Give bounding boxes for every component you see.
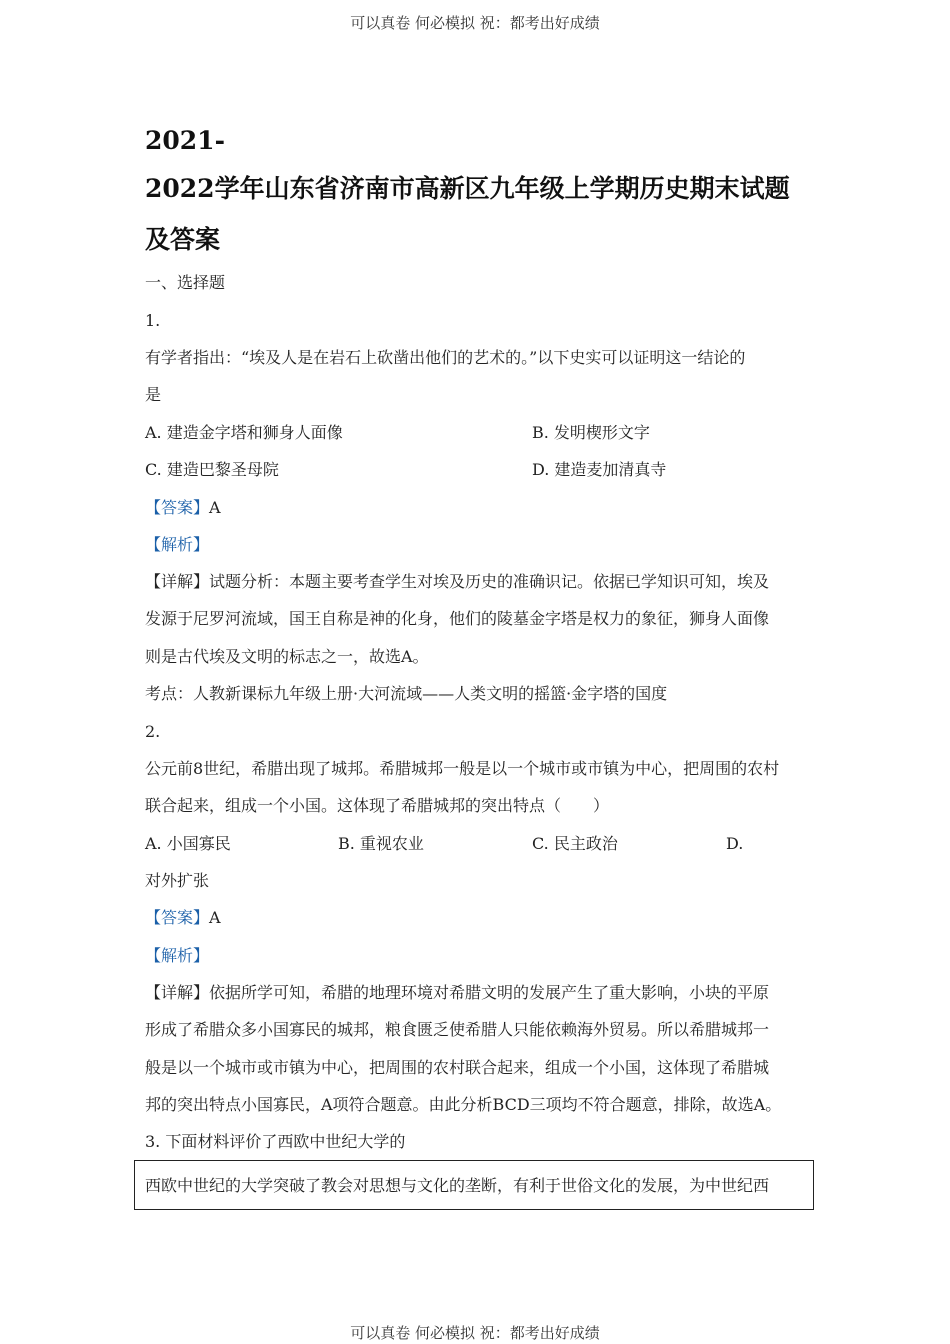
q2-detail-line-2: 形成了希腊众多小国寡民的城邦，粮食匮乏使希腊人只能依赖海外贸易。所以希腊城邦一 [145,1020,770,1039]
q2-detail-line-1 [145,985,769,1001]
document-title-line-1: 2021- [145,126,225,155]
q2-stem-line-2: 联合起来，组成一个小国。这体现了希腊城邦的突出特点（ ） [145,796,610,815]
q1-number: 1. [145,311,161,330]
q1-kaodian: 考点：人教新课标九年级上册·大河流域——人类文明的摇篮·金字塔的国度 [145,684,668,703]
q2-analysis-tag [145,948,209,964]
q1-stem-line-2: 是 [145,385,162,404]
q2-answer-tag: 【答案】 [145,908,210,927]
q2-stem-line-1: 公元前8世纪，希腊出现了城邦。希腊城邦一般是以一个城市或市镇为中心，把周围的农村 [145,759,780,778]
q2-detail-line-3: 般是以一个城市或市镇为中心，把周围的农村联合起来，组成一个小国，这体现了希腊城 [145,1058,770,1077]
q1-detail-text-1: 试题分析：本题主要考查学生对埃及历史的准确识记。依据已学知识可知，埃及 [209,572,770,591]
q1-option-c: C. 建造巴黎圣母院 [145,460,279,479]
q3-material-text: 西欧中世纪的大学突破了教会对思想与文化的垄断，有利于世俗文化的发展，为中世纪西 [145,1176,770,1195]
q1-analysis-tag [145,537,209,553]
q2-answer [145,910,221,926]
q1-option-a: A. 建造金字塔和狮身人面像 [145,423,343,442]
q2-option-d: D. [726,834,744,853]
q2-option-a: A. 小国寡民 [145,834,231,853]
page-header: 可以真卷 何必模拟 祝：都考出好成绩 [350,14,600,32]
section-heading: 一、选择题 [145,273,226,292]
q1-detail-line-1 [145,574,769,590]
q1-option-d: D. 建造麦加清真寺 [532,460,667,479]
document-title-line-3: 及答案 [145,225,221,254]
q1-detail-tag: 【详解】 [145,572,210,591]
page-footer: 可以真卷 何必模拟 祝：都考出好成绩 [350,1324,600,1342]
q1-detail-line-2: 发源于尼罗河流域，国王自称是神的化身，他们的陵墓金字塔是权力的象征，狮身人面像 [145,609,770,628]
q1-detail-line-3: 则是古代埃及文明的标志之一，故选A。 [145,647,429,666]
q1-answer-tag: 【答案】 [145,498,210,517]
q3-material-box [134,1160,814,1210]
q3-stem: 3. 下面材料评价了西欧中世纪大学的 [145,1132,406,1151]
q2-option-b: B. 重视农业 [338,834,424,853]
q2-analysis-label: 【解析】 [145,946,210,965]
q1-answer-value: A [209,498,221,517]
q2-detail-line-4: 邦的突出特点小国寡民，A项符合题意。由此分析BCD三项均不符合题意，排除，故选A。 [145,1095,782,1114]
q2-option-d-text: 对外扩张 [145,871,210,890]
q2-detail-tag: 【详解】 [145,983,210,1002]
q1-option-b: B. 发明楔形文字 [532,423,650,442]
document-title-line-2: 2022学年山东省济南市高新区九年级上学期历史期末试题 [145,174,790,203]
q1-answer [145,500,221,516]
q1-analysis-label: 【解析】 [145,535,210,554]
q2-answer-value: A [209,908,221,927]
q2-detail-text-1: 依据所学可知，希腊的地理环境对希腊文明的发展产生了重大影响，小块的平原 [209,983,770,1002]
q2-option-c: C. 民主政治 [532,834,618,853]
q1-stem-line-1: 有学者指出：“埃及人是在岩石上砍凿出他们的艺术的。”以下史实可以证明这一结论的 [145,348,746,367]
q2-number: 2. [145,722,161,741]
